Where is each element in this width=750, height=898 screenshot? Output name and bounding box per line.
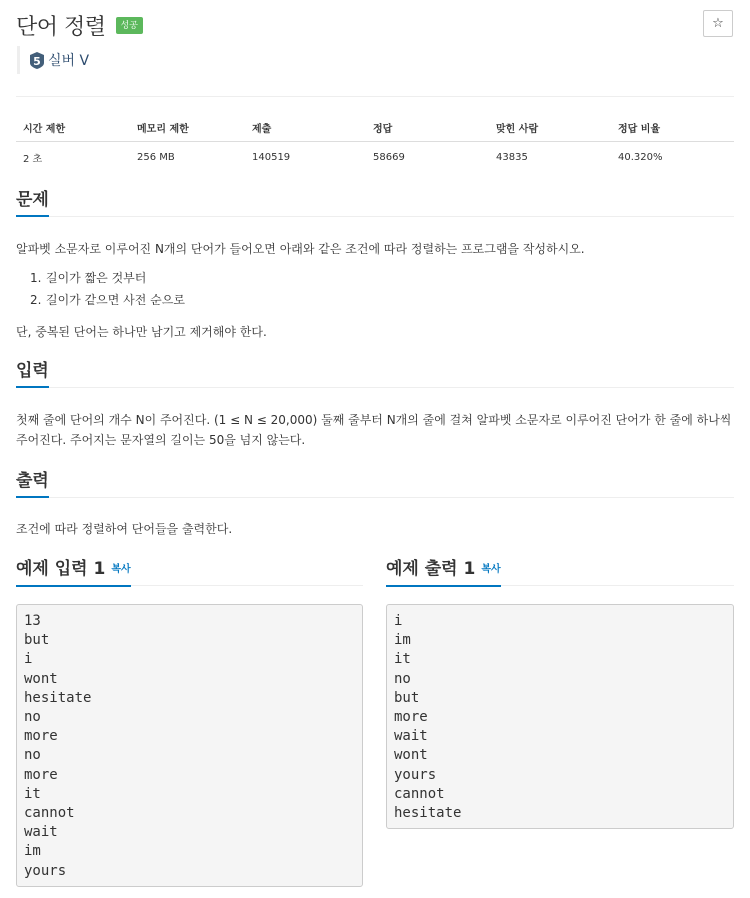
section-divider	[16, 216, 734, 217]
solved-users-value: 43835	[496, 152, 528, 163]
problem-description: 알파벳 소문자로 이루어진 N개의 단어가 들어오면 아래와 같은 조건에 따라 정렬하는 프로그램을 작성하시오.	[16, 242, 585, 256]
output-heading: 출력	[16, 470, 49, 498]
list-item-text: 길이가 같으면 사전 순으로	[46, 293, 185, 307]
header-memory-limit: 메모리 제한	[130, 114, 245, 142]
accepted-value: 58669	[373, 152, 405, 163]
status-badge: 성공	[116, 17, 143, 34]
input-heading: 입력	[16, 360, 49, 388]
accept-ratio-value: 40.320%	[618, 152, 663, 163]
problem-header	[16, 10, 143, 40]
submissions-value: 140519	[252, 152, 291, 163]
divider	[16, 96, 734, 97]
section-divider	[16, 387, 734, 388]
header-time-limit: 시간 제한	[16, 114, 130, 142]
tier-icon-digit: 5	[33, 54, 41, 68]
memory-limit-value: 256 MB	[137, 152, 175, 163]
list-item	[16, 267, 716, 289]
problem-title: 단어 정렬	[16, 14, 106, 40]
problem-info-table	[16, 114, 734, 173]
star-button[interactable]	[703, 10, 733, 37]
table-row	[16, 142, 734, 174]
problem-note: 단, 중복된 단어는 하나만 남기고 제거해야 한다.	[16, 325, 267, 339]
input-description: 첫째 줄에 단어의 개수 N이 주어진다. (1 ≤ N ≤ 20,000) 둘째 줄부터 N개의 줄에 걸쳐 알파벳 소문자로 이루어진 단어가 한 줄에 하나씩 주어진다. 주어지는 문자열의 길이는 50을 넘지 않는다.	[16, 413, 732, 447]
copy-sample-output-button[interactable]: 복사	[481, 564, 501, 575]
list-item-number: 2.	[30, 293, 42, 307]
section-divider	[16, 497, 734, 498]
sample-input-title: 예제 입력 1	[16, 559, 106, 579]
sample-output-heading	[386, 558, 501, 587]
list-item	[16, 289, 716, 311]
list-item-number: 1.	[30, 271, 42, 285]
problem-heading: 문제	[16, 189, 49, 217]
output-description: 조건에 따라 정렬하여 단어들을 출력한다.	[16, 522, 233, 536]
silver-5-tier-icon	[30, 52, 44, 69]
copy-sample-input-button[interactable]: 복사	[111, 564, 131, 575]
tier-link[interactable]: 실버 V	[48, 53, 90, 69]
sample-input-box[interactable]: 13 but i wont hesitate no more no more it cannot wait im yours	[16, 604, 363, 887]
table-header-row	[16, 114, 734, 142]
header-accept-ratio: 정답 비율	[611, 114, 734, 142]
list-item-text: 길이가 짧은 것부터	[46, 271, 147, 285]
condition-list	[16, 267, 716, 311]
sample-output-box[interactable]: i im it no but more wait wont yours cannot hesitate	[386, 604, 734, 829]
header-accepted: 정답	[366, 114, 489, 142]
time-limit-value: 2 초	[23, 154, 43, 165]
star-icon: ☆	[712, 16, 724, 31]
header-solved-users: 맞힌 사람	[489, 114, 611, 142]
sample-input-heading	[16, 558, 131, 587]
sample-output-title: 예제 출력 1	[386, 559, 476, 579]
header-submissions: 제출	[245, 114, 366, 142]
tier-info	[17, 46, 89, 74]
